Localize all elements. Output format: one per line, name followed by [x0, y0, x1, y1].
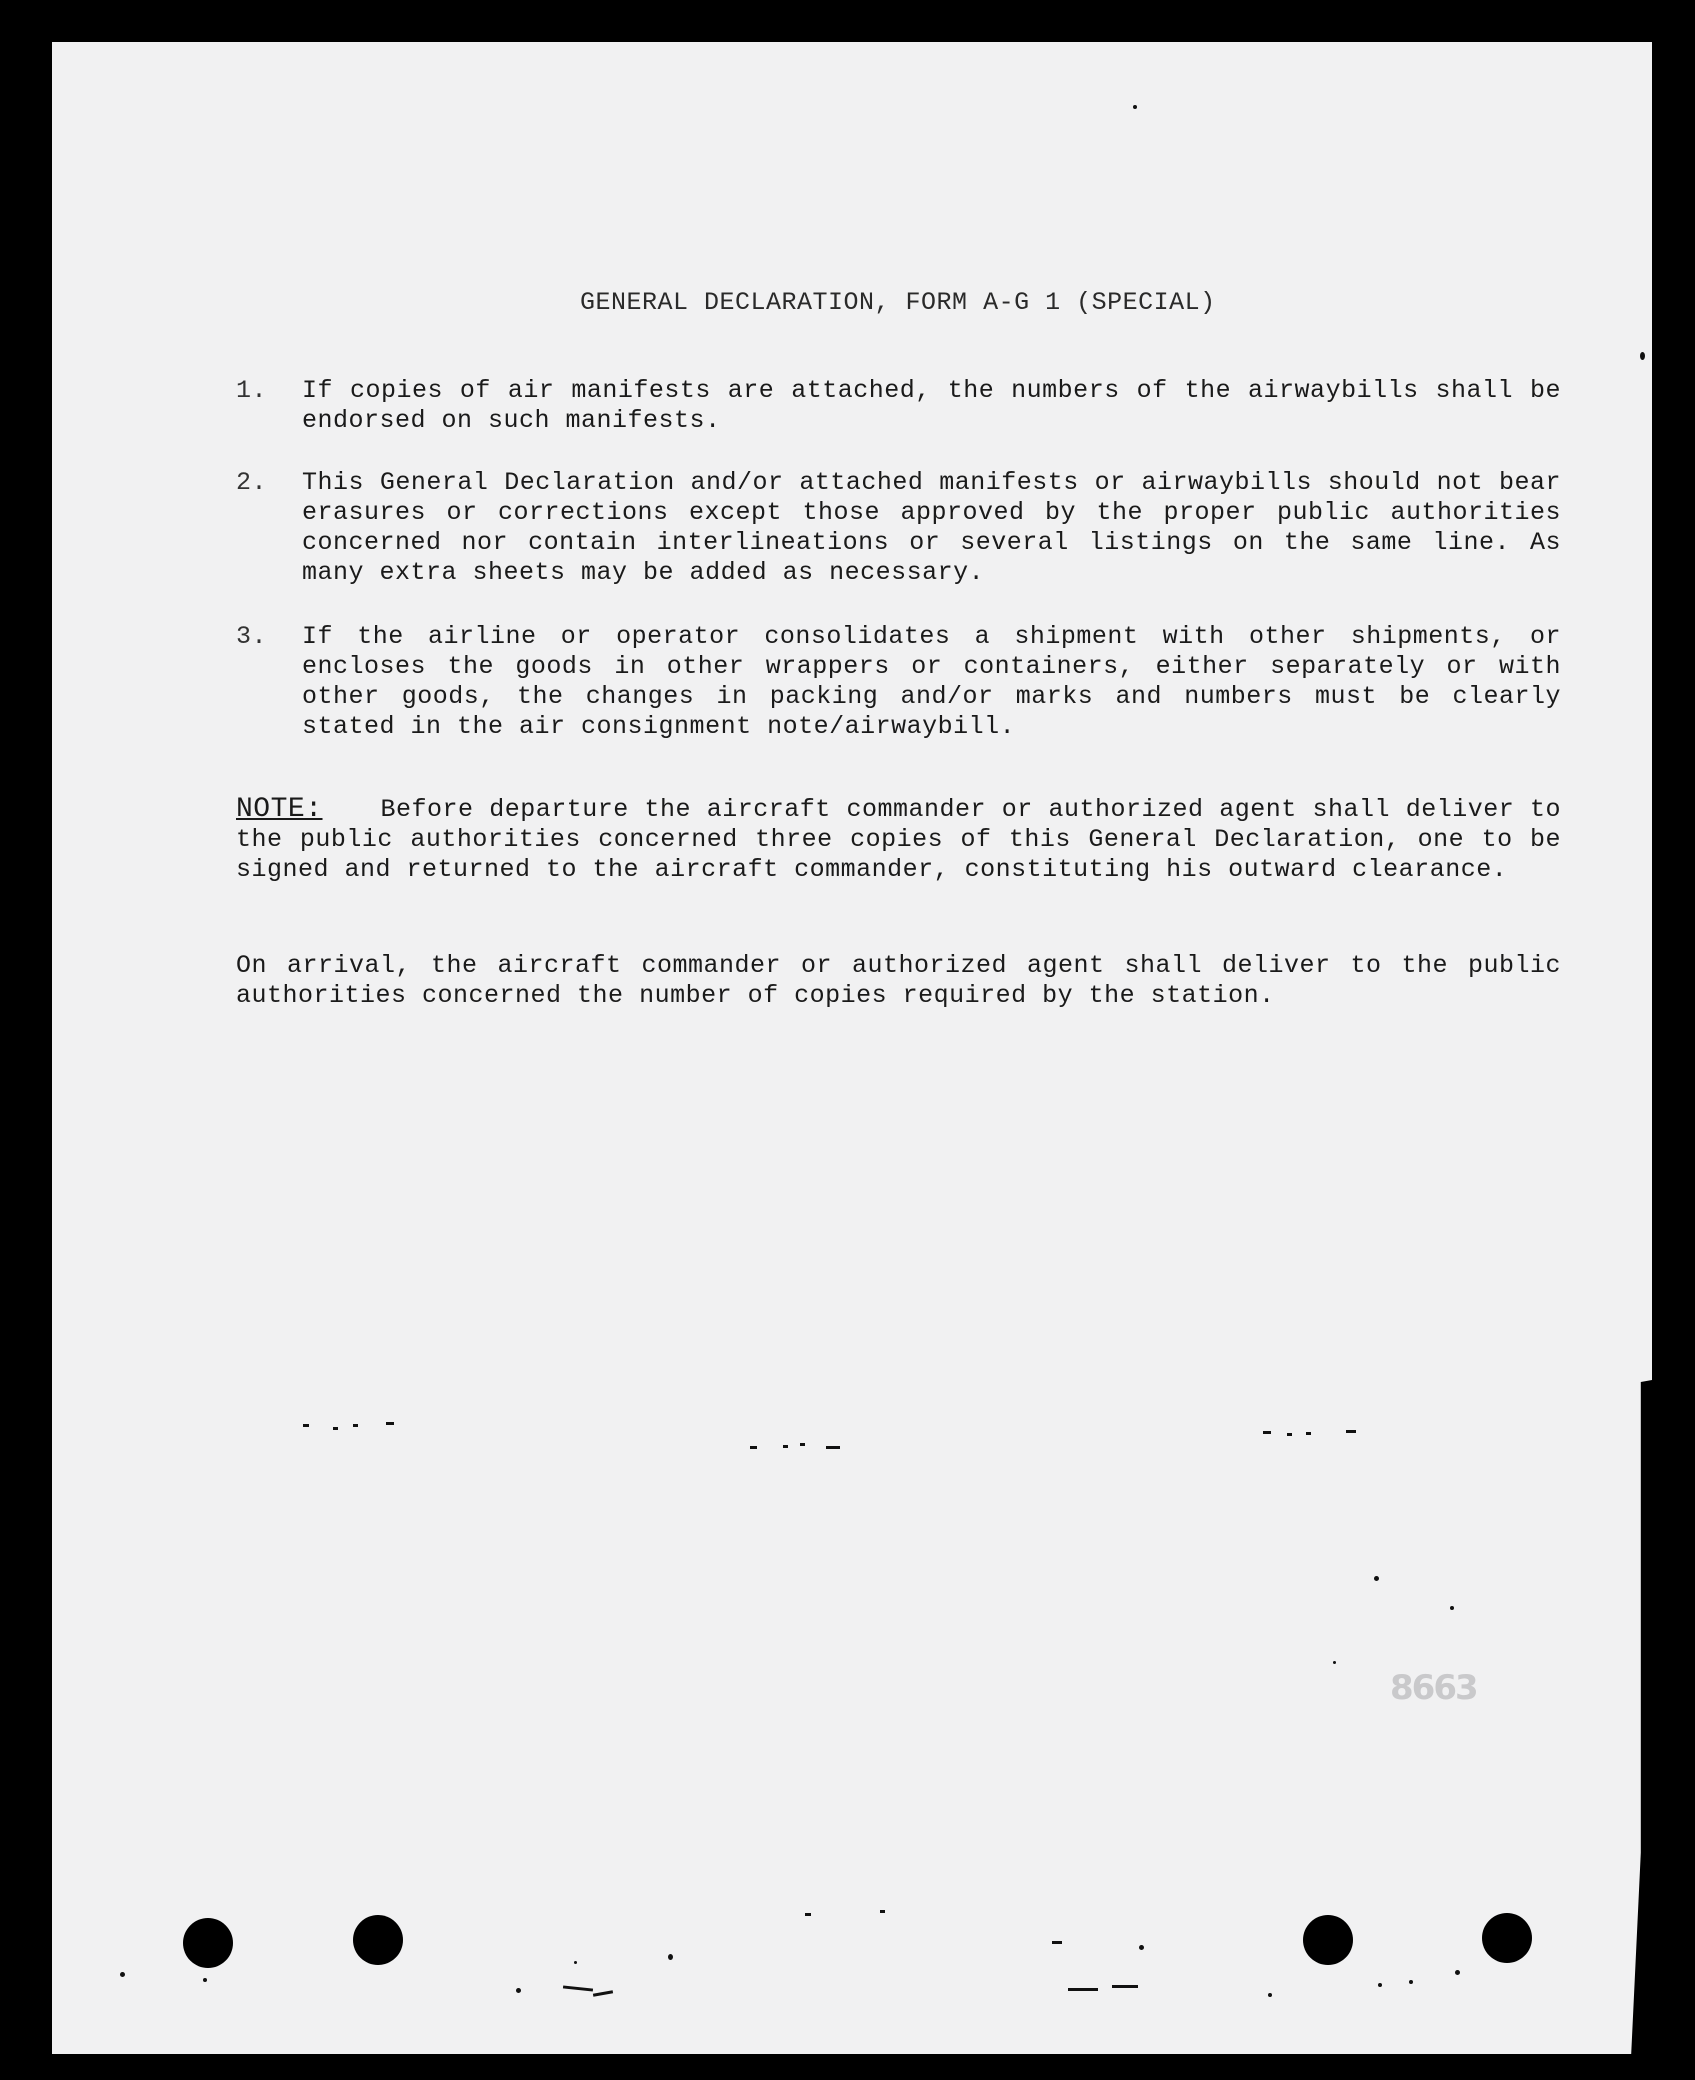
- instruction-item-1: [236, 376, 1561, 436]
- item-text: If copies of air manifests are attached, the numbers of the airwaybills shall be endorsed on such manifests.: [302, 376, 1561, 435]
- scan-mark: [805, 1913, 811, 1916]
- item-number: 3.: [236, 622, 268, 651]
- scan-mark: [1112, 1985, 1138, 1988]
- scan-mark: [1068, 1988, 1098, 1991]
- scan-speck: [516, 1988, 521, 1993]
- instruction-item-3: [236, 622, 1561, 742]
- scan-mark: [303, 1424, 309, 1427]
- scan-mark: [1263, 1431, 1271, 1434]
- scan-speck: [1455, 1970, 1460, 1975]
- scan-speck: [1450, 1606, 1454, 1610]
- scan-speck: [1133, 105, 1137, 109]
- scan-speck: [1378, 1983, 1382, 1987]
- paper-sheet: [52, 42, 1652, 2054]
- scan-speck: [1640, 352, 1645, 360]
- scan-speck: [1139, 1945, 1144, 1950]
- scan-mark: [880, 1910, 885, 1913]
- scan-mark: [800, 1443, 805, 1446]
- punch-hole: [183, 1918, 233, 1968]
- scan-mark: [750, 1446, 757, 1449]
- scan-mark: [1346, 1430, 1356, 1433]
- punch-hole: [1482, 1913, 1532, 1963]
- item-text: This General Declaration and/or attached manifests or airwaybills should not bear erasures or corrections except those approved by the proper public authorities concerned nor contain interlineations or several listings on the same line. As many extra sheets may be added as necessary.: [302, 468, 1561, 587]
- faint-stamp-number: 8663: [1390, 1668, 1477, 1708]
- scan-speck: [120, 1972, 125, 1977]
- scan-speck: [668, 1954, 673, 1960]
- scan-speck: [1374, 1576, 1379, 1581]
- note-label: NOTE:: [236, 794, 323, 825]
- scan-speck: [1409, 1980, 1413, 1984]
- document-title: GENERAL DECLARATION, FORM A-G 1 (SPECIAL): [580, 288, 1216, 317]
- scan-mark: [353, 1424, 358, 1427]
- arrival-paragraph: On arrival, the aircraft commander or authorized agent shall deliver to the public authorities concerned the number of copies required by the station.: [236, 951, 1561, 1010]
- scan-mark: [1052, 1941, 1062, 1944]
- scan-speck: [1333, 1661, 1336, 1664]
- scan-speck: [203, 1978, 207, 1982]
- item-text: If the airline or operator consolidates a shipment with other shipments, or encloses the goods in other wrappers or containers, either separately or with other goods, the changes in packing and/or marks and numbers must be clearly stated in the air consignment note/airwaybill.: [302, 622, 1561, 741]
- scan-speck: [1268, 1993, 1272, 1997]
- scan-mark: [333, 1427, 338, 1430]
- scan-mark: [1306, 1432, 1311, 1435]
- punch-hole: [353, 1915, 403, 1965]
- scan-speck: [574, 1961, 577, 1964]
- scan-mark: [1287, 1433, 1292, 1436]
- note-paragraph: [236, 795, 1561, 885]
- item-number: 2.: [236, 468, 268, 497]
- scan-mark: [826, 1446, 840, 1449]
- note-text: Before departure the aircraft commander or authorized agent shall deliver to the public authorities concerned three copies of this General Declaration, one to be signed and returned to the aircraft commander, constituting his outward clearance.: [236, 795, 1561, 884]
- instruction-item-2: [236, 468, 1561, 588]
- item-number: 1.: [236, 376, 268, 405]
- punch-hole: [1303, 1915, 1353, 1965]
- scan-mark: [783, 1445, 788, 1448]
- scan-mark: [386, 1422, 394, 1425]
